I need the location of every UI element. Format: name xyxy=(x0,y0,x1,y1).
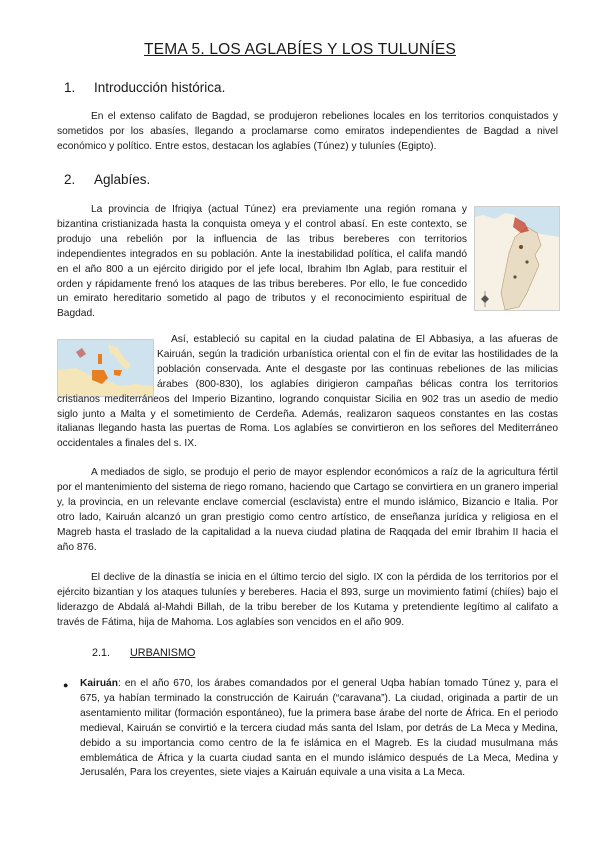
paragraph-text: La provincia de Ifriqiya (actual Túnez) era previamente una región romana y bizantina cristianizada hasta la conquista omeya y el control abasí. En este contexto, se produjo una rebelión por la influencia de las tribus bereberes con territorios independientes integrados en su población. Ante la inestabilidad política, el califa mandó en el año 800 a un ejército dirigido por el jefe local, Ibrahim Ibn Aglab, para restituir el orden y rápidamente frenó los ataques de las tribus bereberes. Por ello, le fue concedido un emirato hereditario sometido al pago de tributos y el reconocimiento espiritual de Bagdad. xyxy=(57,204,467,320)
paragraph-splendor xyxy=(57,466,558,555)
bullet-kairuan xyxy=(80,677,558,781)
tunisia-map-image xyxy=(474,206,560,311)
section-heading-intro xyxy=(64,80,225,95)
section-number: 1. xyxy=(64,80,76,95)
section-title: Aglabíes. xyxy=(94,172,151,187)
bullet-icon: ● xyxy=(63,680,69,690)
paragraph-text: Así, estableció su capital en la ciudad palatina de El Abbasiya, a las afueras de Kairuán, según la tradición urbanística oriental con el fin de evitar las hostilidades de la población conservada. Ante el desgaste por las continuas rebeliones de las milicias árabes (800-830), los aglabíes dirigieron campañas bélicas contra los territorios cristianos mediterráneos del Imperio Bizantino, logrando conquistar Sicilia en 902 tras un asedio de medio siglo junto a Malta y el sometimiento de Cerdeña. Además, realizaron saqueos constantes en las costas italianas llegando hasta las puertas de Roma. Los aglabíes se convirtieron en los señores del Mediterráneo occidentales a finales del s. IX. xyxy=(57,334,558,450)
paragraph-text: El declive de la dinastía se inicia en el último tercio del siglo. IX con la pérdida de los territorios por el ejército bizantian y los ataques tuluníes y bereberes. Hacia el 893, surge un movimiento fatimí (chiíes) bajo el liderazgo de Abdalá al-Mahdi Billah, de la tribu bereber de los Kutama y pretendiente legítimo al califato a través de Fátima, hija de Mahoma. Los aglabíes son vencidos en el año 909. xyxy=(57,572,558,628)
paragraph-decline xyxy=(57,571,558,631)
subsection-number: 2.1. xyxy=(92,647,111,659)
section-title: Introducción histórica. xyxy=(94,80,226,95)
section-heading-aglabies xyxy=(64,172,150,187)
bullet-term: Kairuán xyxy=(80,678,118,689)
bullet-text: : en el año 670, los árabes comandados por el general Uqba habían tomado Túnez y, para el 675, ya habían terminado la construcción de Kairuán (“caravana”). La ciudad, originada a partir de un asentamiento militar (formación espontáneo), fue la primera base árabe del norte de África. En el periodo medieval, Kairuán se convirtió e la tercera ciudad más santa del Islam, por detrás de La Meca y Medina, debido a su importancia como centro de la fe islámica en el Magreb. Es la ciudad musulmana más emblemática de África y la cuarta ciudad santa en el mundo islámico después de La Meca, Medina y Jerusalén, Para los creyentes, siete viajes a Kairuán equivale a una visita a La Meca. xyxy=(80,678,558,779)
subsection-title: URBANISMO xyxy=(130,647,196,659)
page-title: TEMA 5. LOS AGLABÍES Y LOS TULUNÍES xyxy=(144,41,456,58)
paragraph-text: En el extenso califato de Bagdad, se produjeron rebeliones locales en los territorios conquistados y sometidos por los abasíes, llegando a proclamarse como emiratos independientes de Bagdad a nivel económico y político. Entre estos, destacan los aglabíes (Túnez) y tuluníes (Egipto). xyxy=(57,111,558,152)
paragraph-capital xyxy=(57,333,558,452)
paragraph-text: A mediados de siglo, se produjo el perio de mayor esplendor económicos a raíz de la agricultura fértil por el mantenimiento del sistema de riego romano, haciendo que Cartago se convirtiera en un granero imperial y, la provincia, en un relevante enclave comercial (esclavista) entre el mundo islámico, Bizancio e Italia. Por otro lado, Kairuán alcanzó un gran prestigio como centro artístico, de enseñanza jurídica y religiosa en el Magreb hasta el traslado de la capitalidad a la nueva ciudad platina de Raqqada del emir Ibrahim II hacia el año 876. xyxy=(57,467,558,553)
section-number: 2. xyxy=(64,172,76,187)
paragraph-ifriqiya xyxy=(57,203,467,322)
paragraph-intro xyxy=(57,110,558,155)
subsection-heading-urbanismo xyxy=(92,647,195,659)
